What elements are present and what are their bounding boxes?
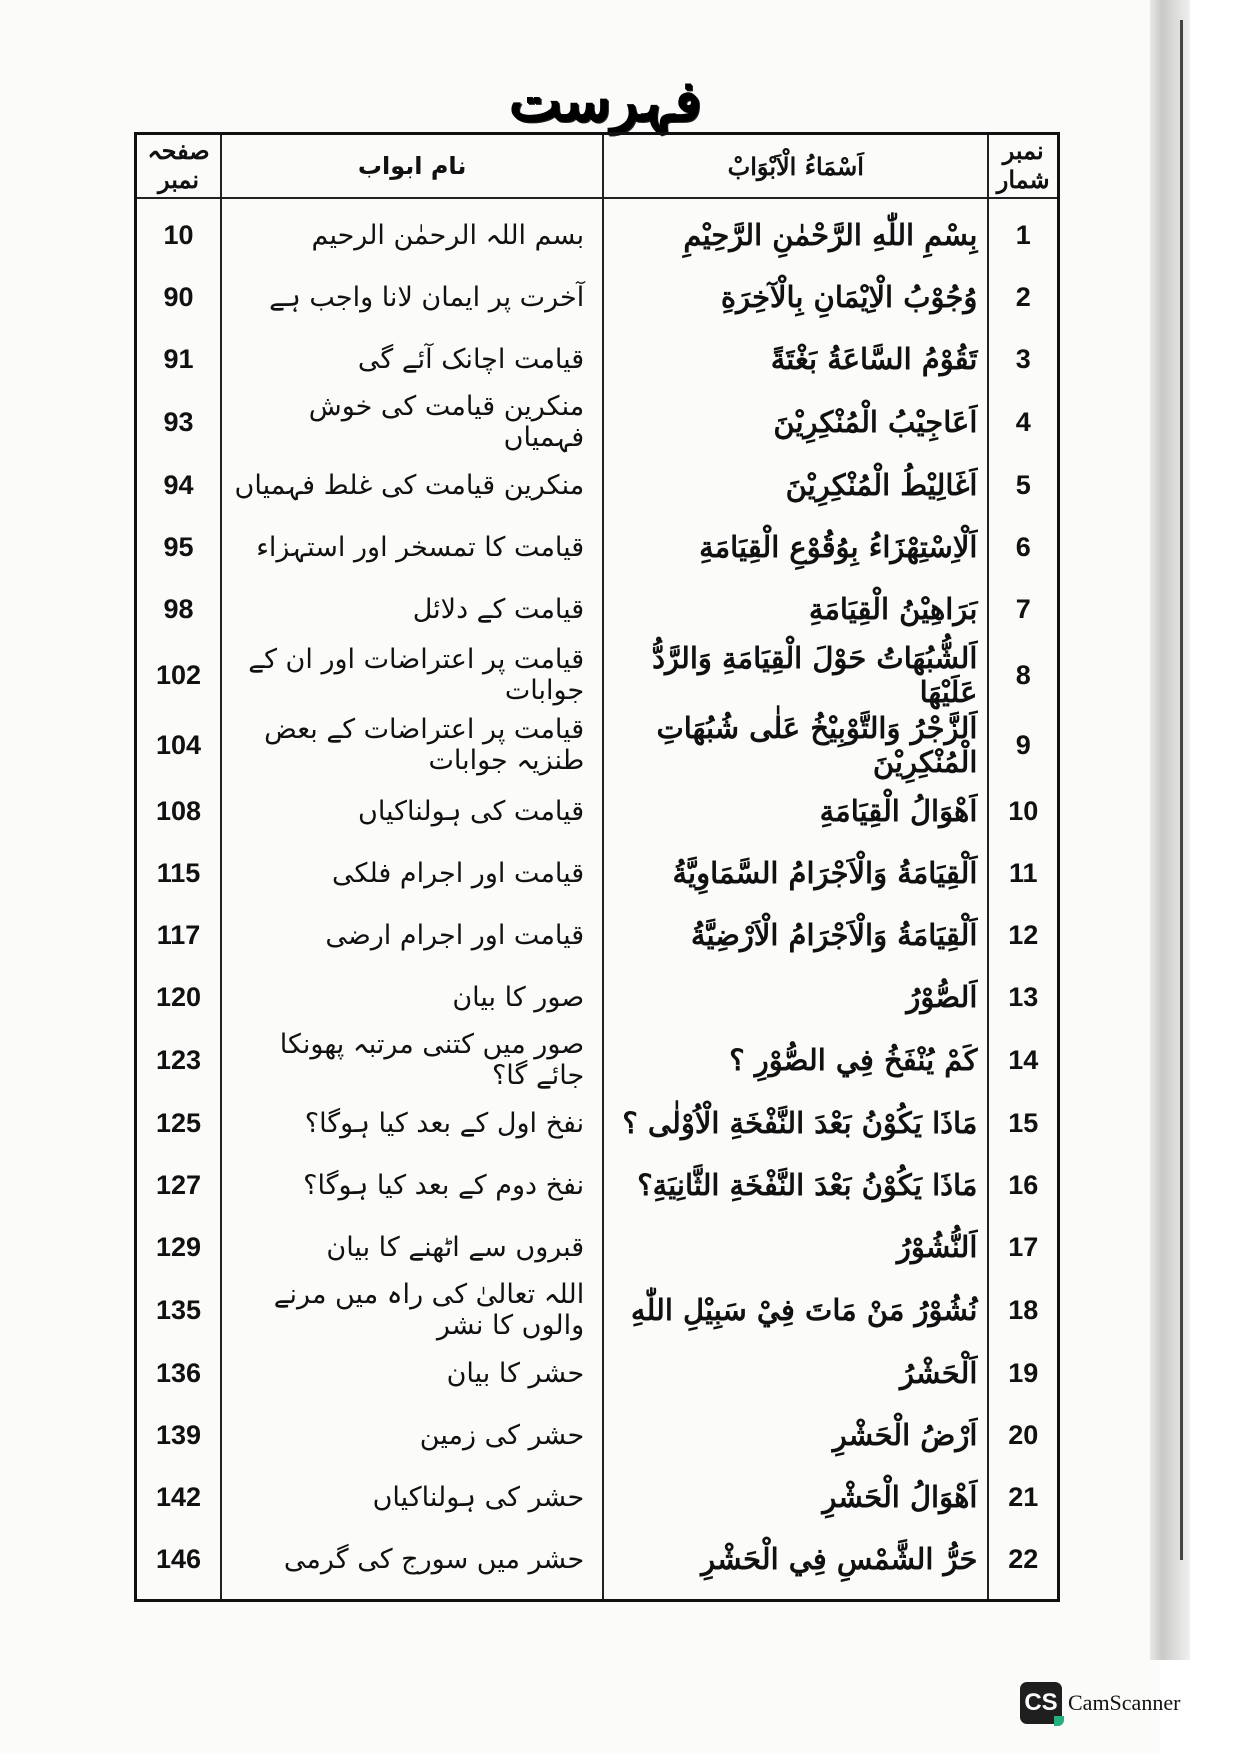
- table-row: [136, 198, 1059, 266]
- arabic-chapter-cell: مَاذَا يَكُوْنُ بَعْدَ النَّفْخَةِ الثَّانِيَةِ؟: [603, 1154, 988, 1216]
- urdu-chapter-cell: حشر میں سورج کی گرمی: [221, 1528, 603, 1601]
- page-number-cell: 123: [136, 1028, 222, 1092]
- serial-number-cell: 2: [988, 266, 1058, 328]
- arabic-chapter-cell: اَلشُّبُهَاتُ حَوْلَ الْقِيَامَةِ وَالرَّدُّ عَلَيْهَا: [603, 640, 988, 710]
- serial-number-cell: 15: [988, 1092, 1058, 1154]
- page-number-cell: 129: [136, 1216, 222, 1278]
- serial-number-cell: 11: [988, 842, 1058, 904]
- camscanner-logo-icon: CS: [1020, 1682, 1062, 1724]
- arabic-chapter-cell: اَلزَّجْرُ وَالتَّوْبِيْخُ عَلٰى شُبُهَاتِ الْمُنْكِرِيْنَ: [603, 710, 988, 780]
- page-number-cell: 104: [136, 710, 222, 780]
- arabic-chapter-cell: نُشُوْرُ مَنْ مَاتَ فِيْ سَبِيْلِ اللّٰهِ: [603, 1278, 988, 1342]
- table-row: [136, 1466, 1059, 1528]
- arabic-chapter-cell: وُجُوْبُ الْاِيْمَانِ بِالْآخِرَةِ: [603, 266, 988, 328]
- table-row: [136, 904, 1059, 966]
- arabic-chapter-cell: مَاذَا يَكُوْنُ بَعْدَ النَّفْخَةِ الْاُوْلٰى ؟: [603, 1092, 988, 1154]
- serial-number-cell: 14: [988, 1028, 1058, 1092]
- table-row: [136, 1404, 1059, 1466]
- serial-number-cell: 19: [988, 1342, 1058, 1404]
- urdu-chapter-cell: قبروں سے اٹھنے کا بیان: [221, 1216, 603, 1278]
- table-row: [136, 1028, 1059, 1092]
- page-number-cell: 127: [136, 1154, 222, 1216]
- arabic-chapter-cell: اَرْضُ الْحَشْرِ: [603, 1404, 988, 1466]
- urdu-chapter-cell: نفخ اول کے بعد کیا ہوگا؟: [221, 1092, 603, 1154]
- page-number-cell: 139: [136, 1404, 222, 1466]
- urdu-chapter-cell: قیامت اچانک آئے گی: [221, 328, 603, 390]
- arabic-chapter-cell: اَلْاِسْتِهْزَاءُ بِوُقُوْعِ الْقِيَامَةِ: [603, 516, 988, 578]
- table-row: [136, 454, 1059, 516]
- page-number-cell: 93: [136, 390, 222, 454]
- page-number-cell: 142: [136, 1466, 222, 1528]
- page-number-cell: 135: [136, 1278, 222, 1342]
- table-row: [136, 328, 1059, 390]
- urdu-chapter-cell: قیامت پر اعتراضات اور ان کے جوابات: [221, 640, 603, 710]
- table-row: [136, 1216, 1059, 1278]
- page-number-cell: 125: [136, 1092, 222, 1154]
- contents-table: [134, 132, 1060, 1602]
- page-number-cell: 90: [136, 266, 222, 328]
- urdu-chapter-cell: صور کا بیان: [221, 966, 603, 1028]
- table-row: [136, 578, 1059, 640]
- serial-number-cell: 22: [988, 1528, 1058, 1601]
- serial-number-cell: 16: [988, 1154, 1058, 1216]
- urdu-chapter-cell: منکرین قیامت کی خوش فہمیاں: [221, 390, 603, 454]
- arabic-chapter-cell: اَهْوَالُ الْقِيَامَةِ: [603, 780, 988, 842]
- arabic-chapter-cell: حَرُّ الشَّمْسِ فِي الْحَشْرِ: [603, 1528, 988, 1601]
- page-title: فہرست: [508, 68, 702, 134]
- serial-number-cell: 13: [988, 966, 1058, 1028]
- page-number-cell: 94: [136, 454, 222, 516]
- page-number-cell: 120: [136, 966, 222, 1028]
- urdu-chapter-cell: قیامت اور اجرام ارضی: [221, 904, 603, 966]
- arabic-chapter-cell: كَمْ يُنْفَخُ فِي الصُّوْرِ ؟: [603, 1028, 988, 1092]
- table-header-row: [136, 134, 1059, 199]
- arabic-chapter-cell: بِسْمِ اللّٰهِ الرَّحْمٰنِ الرَّحِيْمِ: [603, 198, 988, 266]
- urdu-chapter-cell: اللہ تعالیٰ کی راہ میں مرنے والوں کا نشر: [221, 1278, 603, 1342]
- urdu-chapter-cell: صور میں کتنی مرتبہ پھونکا جائے گا؟: [221, 1028, 603, 1092]
- serial-number-cell: 21: [988, 1466, 1058, 1528]
- urdu-chapter-cell: قیامت کے دلائل: [221, 578, 603, 640]
- arabic-chapter-cell: اَهْوَالُ الْحَشْرِ: [603, 1466, 988, 1528]
- arabic-chapter-cell: اَغَالِيْطُ الْمُنْكِرِيْنَ: [603, 454, 988, 516]
- page-number-cell: 108: [136, 780, 222, 842]
- arabic-chapter-cell: تَقُوْمُ السَّاعَةُ بَغْتَةً: [603, 328, 988, 390]
- page-number-cell: 10: [136, 198, 222, 266]
- arabic-chapter-cell: اَعَاجِيْبُ الْمُنْكِرِيْنَ: [603, 390, 988, 454]
- page-number-cell: 91: [136, 328, 222, 390]
- serial-number-cell: 9: [988, 710, 1058, 780]
- page-number-cell: 95: [136, 516, 222, 578]
- serial-number-cell: 3: [988, 328, 1058, 390]
- table-row: [136, 266, 1059, 328]
- table-row: [136, 966, 1059, 1028]
- header-arabic-chapters: اَسْمَاءُ الْاَبْوَابْ: [603, 134, 988, 199]
- urdu-chapter-cell: بسم اللہ الرحمٰن الرحیم: [221, 198, 603, 266]
- page-number-cell: 146: [136, 1528, 222, 1601]
- table-row: [136, 516, 1059, 578]
- camscanner-watermark: [1020, 1682, 1180, 1724]
- serial-number-cell: 7: [988, 578, 1058, 640]
- urdu-chapter-cell: قیامت اور اجرام فلکی: [221, 842, 603, 904]
- table-row: [136, 640, 1059, 710]
- page-number-cell: 117: [136, 904, 222, 966]
- serial-number-cell: 10: [988, 780, 1058, 842]
- urdu-chapter-cell: نفخ دوم کے بعد کیا ہوگا؟: [221, 1154, 603, 1216]
- urdu-chapter-cell: آخرت پر ایمان لانا واجب ہے: [221, 266, 603, 328]
- table-row: [136, 390, 1059, 454]
- table-row: [136, 710, 1059, 780]
- page-edge-shadow: [1150, 0, 1190, 1660]
- table-row: [136, 1092, 1059, 1154]
- table-row: [136, 1528, 1059, 1601]
- page-number-cell: 102: [136, 640, 222, 710]
- header-serial-no: نمبر شمار: [988, 134, 1058, 199]
- urdu-chapter-cell: حشر کا بیان: [221, 1342, 603, 1404]
- arabic-chapter-cell: اَلنُّشُوْرُ: [603, 1216, 988, 1278]
- page-number-cell: 115: [136, 842, 222, 904]
- serial-number-cell: 5: [988, 454, 1058, 516]
- page-number-cell: 98: [136, 578, 222, 640]
- urdu-chapter-cell: حشر کی ہولناکیاں: [221, 1466, 603, 1528]
- urdu-chapter-cell: قیامت پر اعتراضات کے بعض طنزیہ جوابات: [221, 710, 603, 780]
- table-row: [136, 1342, 1059, 1404]
- serial-number-cell: 17: [988, 1216, 1058, 1278]
- serial-number-cell: 4: [988, 390, 1058, 454]
- table-row: [136, 1278, 1059, 1342]
- serial-number-cell: 1: [988, 198, 1058, 266]
- camscanner-label: CamScanner: [1068, 1690, 1181, 1715]
- urdu-chapter-cell: حشر کی زمین: [221, 1404, 603, 1466]
- arabic-chapter-cell: اَلْحَشْرُ: [603, 1342, 988, 1404]
- arabic-chapter-cell: اَلصُّوْرُ: [603, 966, 988, 1028]
- page-number-cell: 136: [136, 1342, 222, 1404]
- table-row: [136, 1154, 1059, 1216]
- serial-number-cell: 12: [988, 904, 1058, 966]
- serial-number-cell: 18: [988, 1278, 1058, 1342]
- urdu-chapter-cell: قیامت کی ہولناکیاں: [221, 780, 603, 842]
- table-row: [136, 780, 1059, 842]
- serial-number-cell: 6: [988, 516, 1058, 578]
- table-row: [136, 842, 1059, 904]
- urdu-chapter-cell: قیامت کا تمسخر اور استہزاء: [221, 516, 603, 578]
- header-chapter-name: نام ابواب: [221, 134, 603, 199]
- page-edge-line: [1180, 20, 1183, 1560]
- urdu-chapter-cell: منکرین قیامت کی غلط فہمیاں: [221, 454, 603, 516]
- serial-number-cell: 8: [988, 640, 1058, 710]
- arabic-chapter-cell: اَلْقِيَامَةُ وَالْاَجْرَامُ السَّمَاوِيَّةُ: [603, 842, 988, 904]
- header-page-no: صفحہ نمبر: [136, 134, 222, 199]
- serial-number-cell: 20: [988, 1404, 1058, 1466]
- table-body: [136, 198, 1059, 1601]
- arabic-chapter-cell: بَرَاهِيْنُ الْقِيَامَةِ: [603, 578, 988, 640]
- arabic-chapter-cell: اَلْقِيَامَةُ وَالْاَجْرَامُ الْاَرْضِيَّةُ: [603, 904, 988, 966]
